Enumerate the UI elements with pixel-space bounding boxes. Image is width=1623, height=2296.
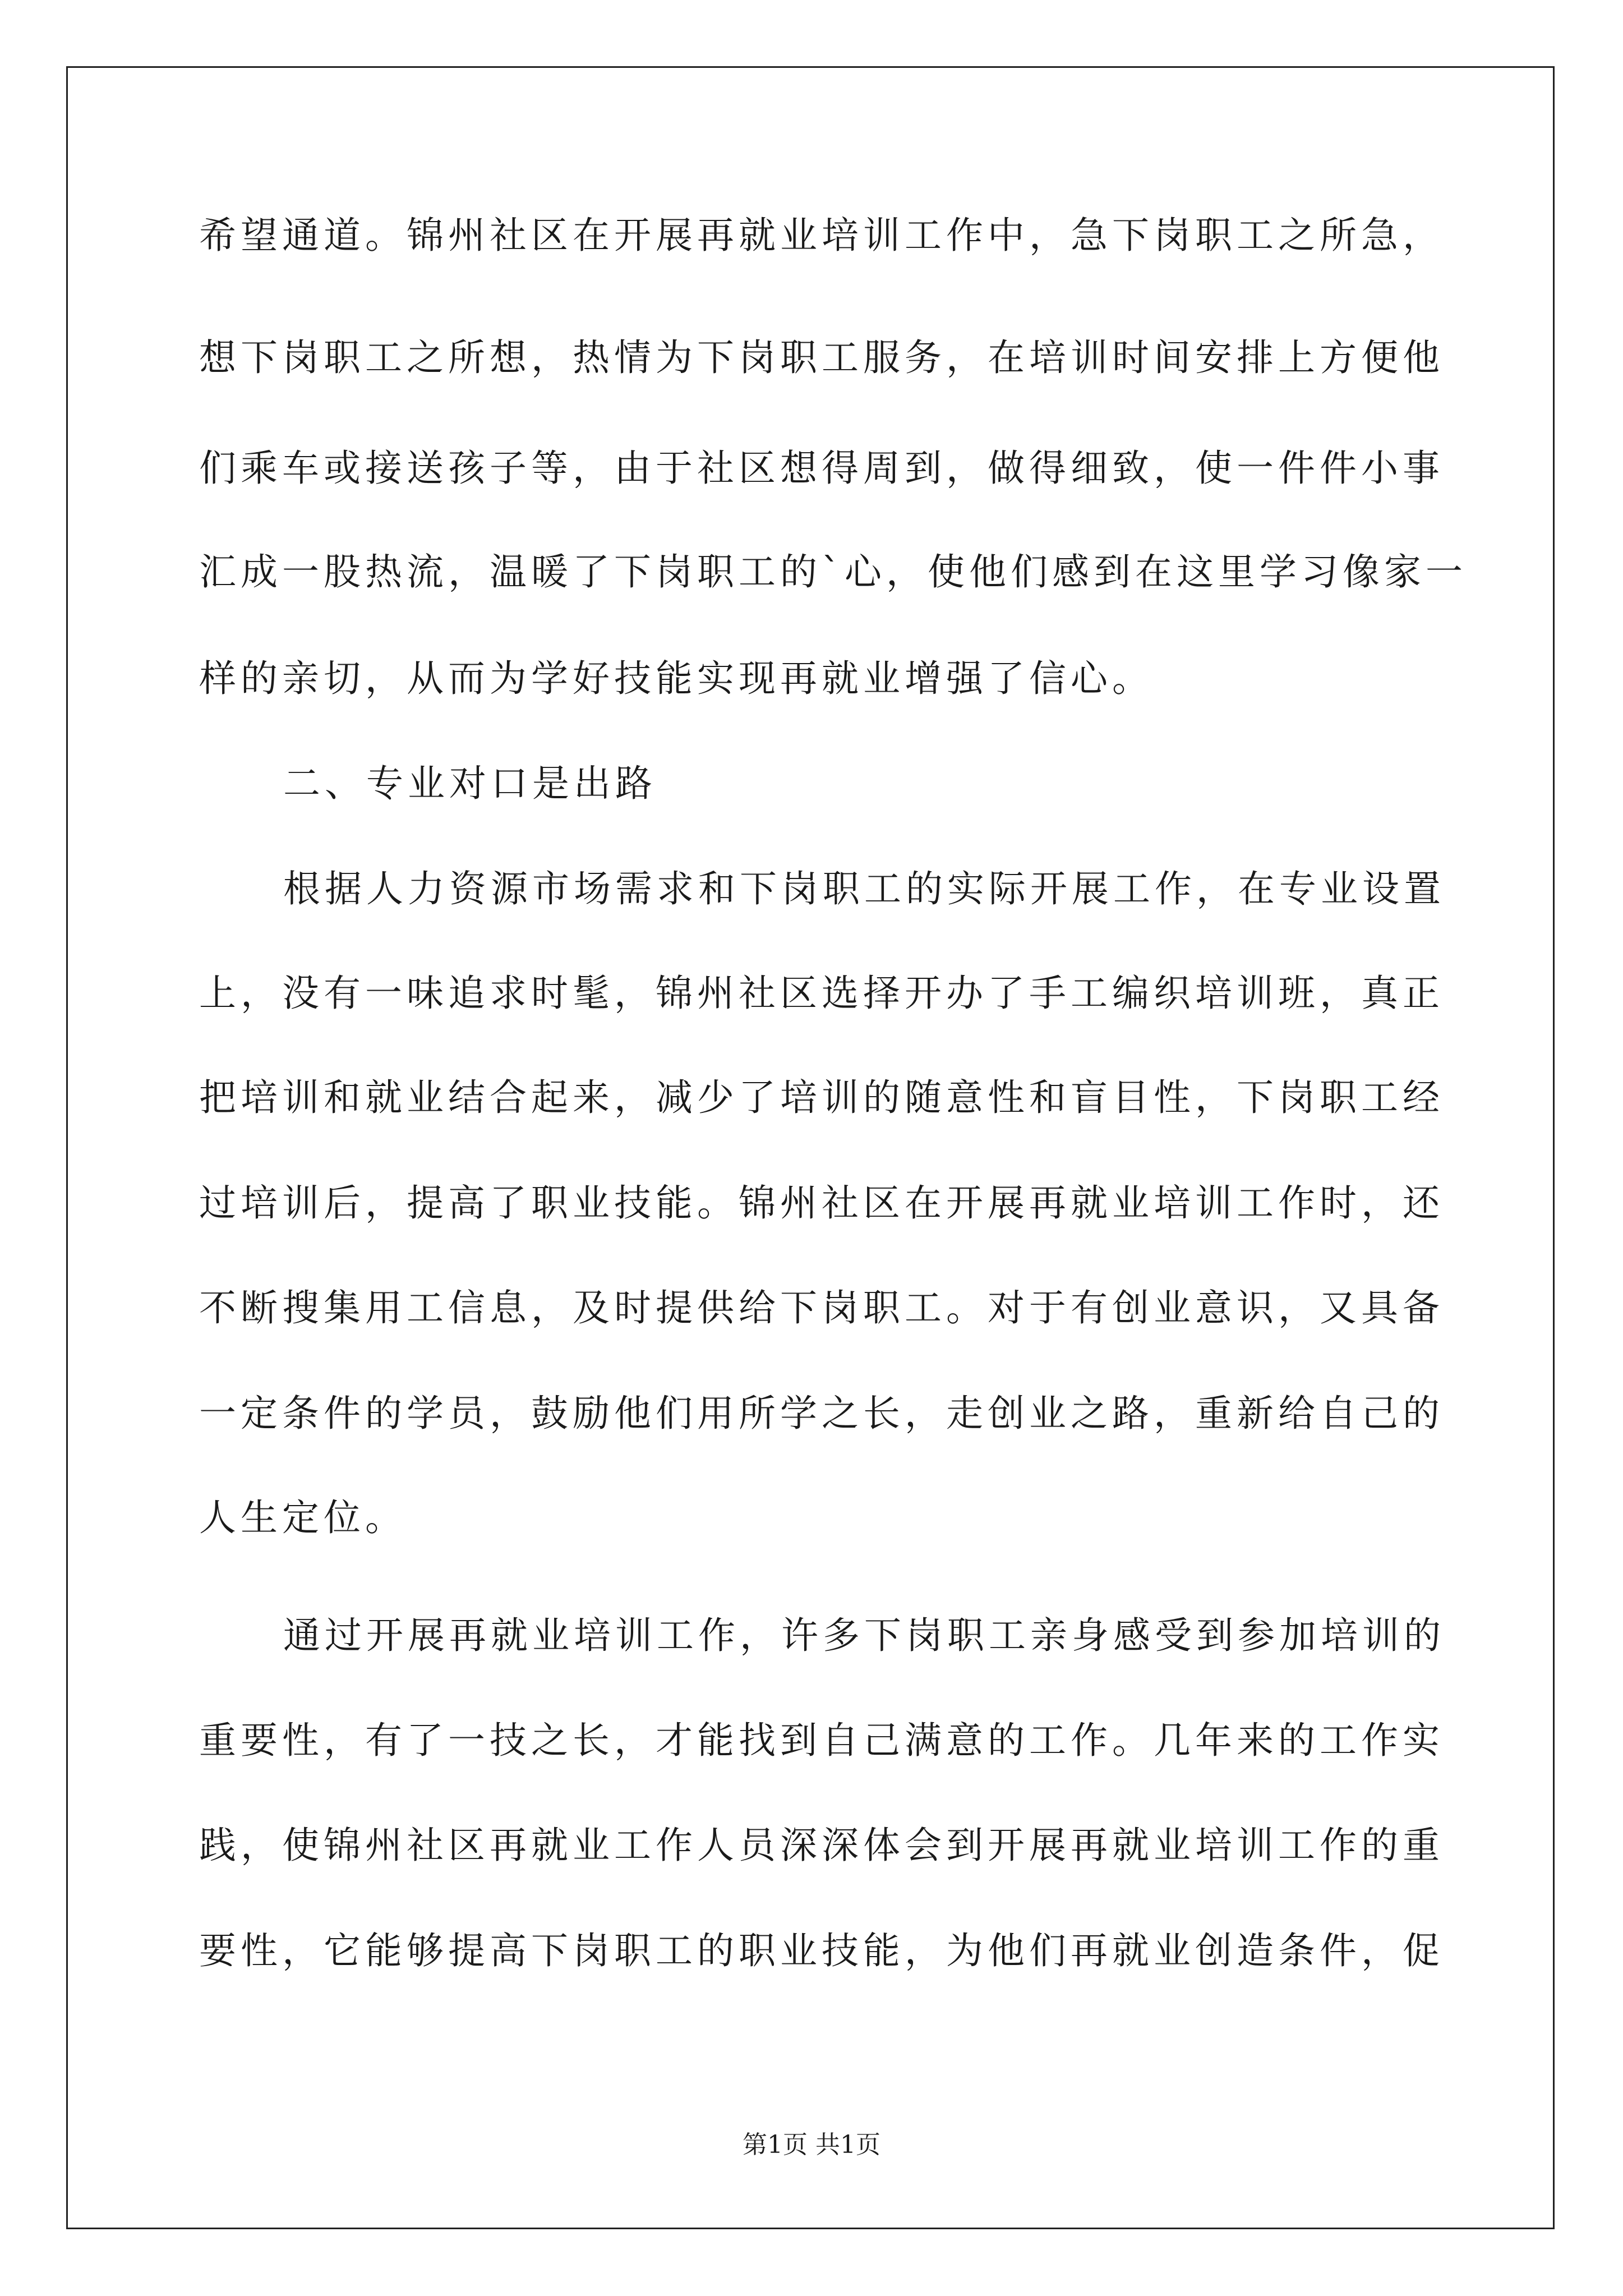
text-line: 践，使锦州社区再就业工作人员深深体会到开展再就业培训工作的重	[199, 1824, 1444, 1867]
document-body	[199, 0, 1467, 2076]
text-line: 把培训和就业结合起来，减少了培训的随意性和盲目性，下岗职工经	[199, 1076, 1444, 1119]
text-line: 一定条件的学员，鼓励他们用所学之长，走创业之路，重新给自己的	[199, 1392, 1444, 1435]
page-footer: 第1页 共1页	[743, 2131, 880, 2159]
section-heading: 二、专业对口是出路	[283, 762, 657, 805]
text-line: 通过开展再就业培训工作，许多下岗职工亲身感受到参加培训的	[283, 1614, 1445, 1657]
text-line: 不断搜集用工信息，及时提供给下岗职工。对于有创业意识，又具备	[199, 1286, 1444, 1329]
text-line: 过培训后，提高了职业技能。锦州社区在开展再就业培训工作时，还	[199, 1181, 1444, 1225]
text-line: 上，没有一味追求时髦，锦州社区选择开办了手工编织培训班，真正	[199, 972, 1444, 1015]
text-line: 希望通道。锦州社区在开展再就业培训工作中，急下岗职工之所急，	[199, 214, 1444, 257]
text-line: 想下岗职工之所想，热情为下岗职工服务，在培训时间安排上方便他	[199, 336, 1444, 379]
text-line: 重要性，有了一技之长，才能找到自己满意的工作。几年来的工作实	[199, 1719, 1444, 1762]
text-line: 人生定位。	[199, 1496, 407, 1539]
text-line: 根据人力资源市场需求和下岗职工的实际开展工作，在专业设置	[283, 867, 1445, 910]
text-line: 汇成一股热流，温暖了下岗职工的`心，使他们感到在这里学习像家一	[199, 550, 1467, 593]
text-line: 样的亲切，从而为学好技能实现再就业增强了信心。	[199, 657, 1154, 700]
text-line: 要性，它能够提高下岗职工的职业技能，为他们再就业创造条件，促	[199, 1929, 1444, 1972]
text-line: 们乘车或接送孩子等，由于社区想得周到，做得细致，使一件件小事	[199, 447, 1444, 490]
